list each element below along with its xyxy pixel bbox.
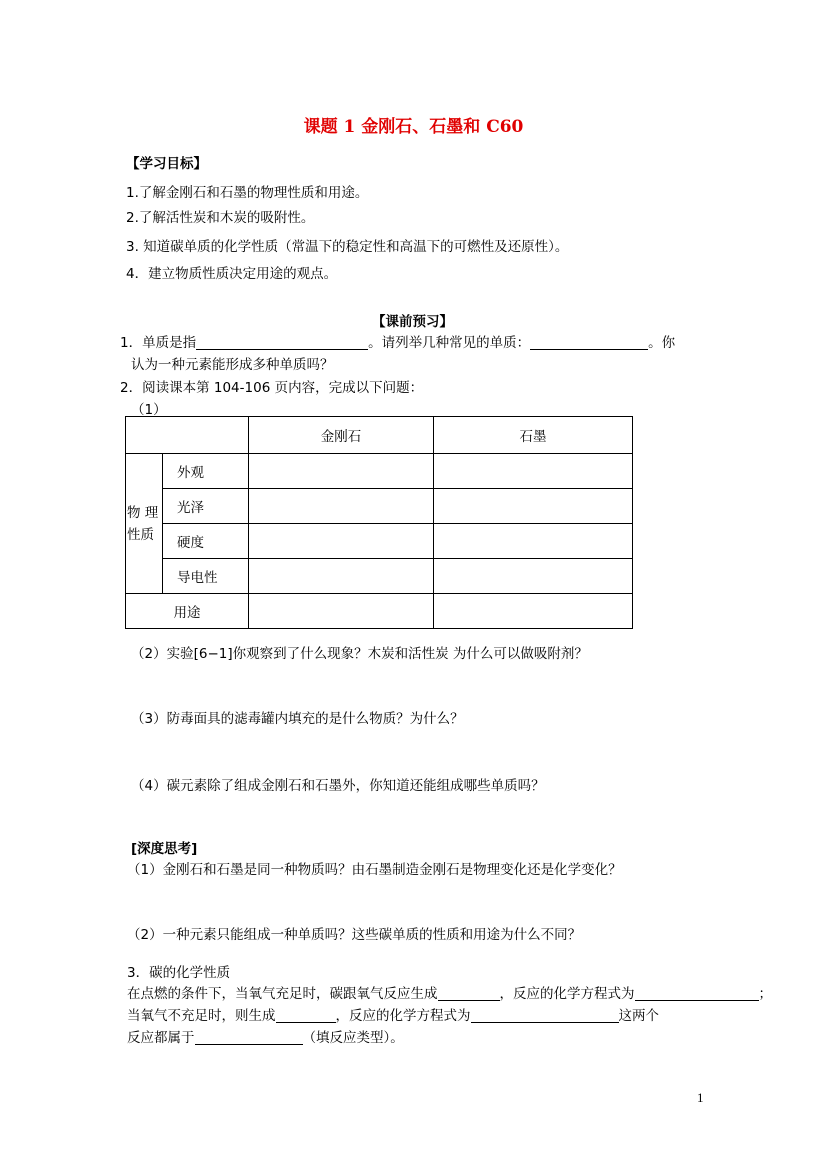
group-label-line: 物 理 bbox=[127, 504, 159, 521]
deep-q1: （1）金刚石和石墨是同一种物质吗？由石墨制造金刚石是物理变化还是化学变化？ bbox=[127, 862, 622, 878]
chem-line-1 bbox=[127, 982, 772, 1002]
chem-heading: 3．碳的化学性质 bbox=[127, 965, 231, 981]
answer-cell[interactable] bbox=[434, 524, 633, 559]
answer-cell[interactable] bbox=[434, 454, 633, 489]
objective-item: 4．建立物质性质决定用途的观点。 bbox=[126, 266, 338, 282]
answer-blank[interactable] bbox=[195, 1030, 303, 1045]
row-label-appearance: 外观 bbox=[163, 454, 249, 489]
answer-blank[interactable] bbox=[438, 986, 500, 1001]
preview-q1 bbox=[120, 331, 675, 351]
answer-cell[interactable] bbox=[434, 489, 633, 524]
answer-blank[interactable] bbox=[530, 335, 648, 350]
group-label-physical bbox=[126, 454, 163, 594]
table-corner-cell bbox=[126, 417, 249, 454]
objective-item: 3. 知道碳单质的化学性质（常温下的稳定性和高温下的可燃性及还原性）。 bbox=[126, 239, 569, 255]
answer-blank[interactable] bbox=[276, 1008, 336, 1023]
deep-heading: [深度思考] bbox=[131, 841, 198, 857]
answer-cell[interactable] bbox=[249, 524, 434, 559]
col-header-graphite: 石墨 bbox=[434, 417, 633, 454]
group-label-line: 性质 bbox=[127, 526, 154, 543]
answer-cell[interactable] bbox=[434, 559, 633, 594]
col-header-diamond: 金刚石 bbox=[249, 417, 434, 454]
answer-blank[interactable] bbox=[635, 986, 759, 1001]
q1-text-a: 1．单质是指 bbox=[120, 335, 197, 351]
preview-q2-sub4: （4）碳元素除了组成金刚石和石墨外，你知道还能组成哪些单质吗？ bbox=[131, 778, 545, 794]
objective-item: 1.了解金刚石和石墨的物理性质和用途。 bbox=[126, 185, 369, 201]
objective-item: 2.了解活性炭和木炭的吸附性。 bbox=[126, 210, 315, 226]
chem-line-2 bbox=[127, 1004, 659, 1024]
answer-cell[interactable] bbox=[249, 454, 434, 489]
properties-table bbox=[125, 416, 633, 629]
answer-blank[interactable] bbox=[471, 1008, 619, 1023]
row-label-hardness: 硬度 bbox=[163, 524, 249, 559]
page-title: 课题 1 金刚石、石墨和 C60 bbox=[303, 117, 524, 137]
chem-text: （填反应类型）。 bbox=[302, 1030, 404, 1046]
answer-cell[interactable] bbox=[249, 594, 434, 629]
preview-q2: 2．阅读课本第 104-106 页内容，完成以下问题： bbox=[120, 380, 424, 396]
answer-cell[interactable] bbox=[249, 489, 434, 524]
chem-text: 这两个 bbox=[618, 1008, 659, 1024]
preview-q2-sub2: （2）实验[6−1]你观察到了什么现象？木炭和活性炭 为什么可以做吸附剂？ bbox=[131, 646, 588, 662]
q1-text-c: 。你 bbox=[648, 335, 676, 351]
chem-text: ； bbox=[758, 986, 772, 1002]
chem-line-3 bbox=[127, 1026, 404, 1046]
q1-text-b: 。请列举几种常见的单质： bbox=[368, 335, 531, 351]
preview-q1-line2: 认为一种元素能形成多种单质吗？ bbox=[131, 357, 334, 373]
row-label-luster: 光泽 bbox=[163, 489, 249, 524]
preview-q2-sub3: （3）防毒面具的滤毒罐内填充的是什么物质？为什么？ bbox=[131, 711, 464, 727]
objectives-heading: 【学习目标】 bbox=[126, 156, 207, 172]
row-label-conductivity: 导电性 bbox=[163, 559, 249, 594]
deep-q2: （2）一种元素只能组成一种单质吗？这些碳单质的性质和用途为什么不同？ bbox=[127, 927, 582, 943]
chem-text: ，反应的化学方程式为 bbox=[335, 1008, 471, 1024]
preview-q2-sub1: （1） bbox=[131, 402, 167, 418]
chem-text: 当氧气不充足时，则生成 bbox=[127, 1008, 276, 1024]
row-label-usage: 用途 bbox=[126, 594, 249, 629]
answer-cell[interactable] bbox=[249, 559, 434, 594]
page-number: 1 bbox=[697, 1090, 704, 1105]
chem-text: 在点燃的条件下，当氧气充足时，碳跟氧气反应生成 bbox=[127, 986, 438, 1002]
answer-cell[interactable] bbox=[434, 594, 633, 629]
chem-text: ，反应的化学方程式为 bbox=[499, 986, 635, 1002]
chem-text: 反应都属于 bbox=[127, 1030, 195, 1046]
preview-heading: 【课前预习】 bbox=[372, 314, 453, 330]
answer-blank[interactable] bbox=[196, 335, 368, 350]
